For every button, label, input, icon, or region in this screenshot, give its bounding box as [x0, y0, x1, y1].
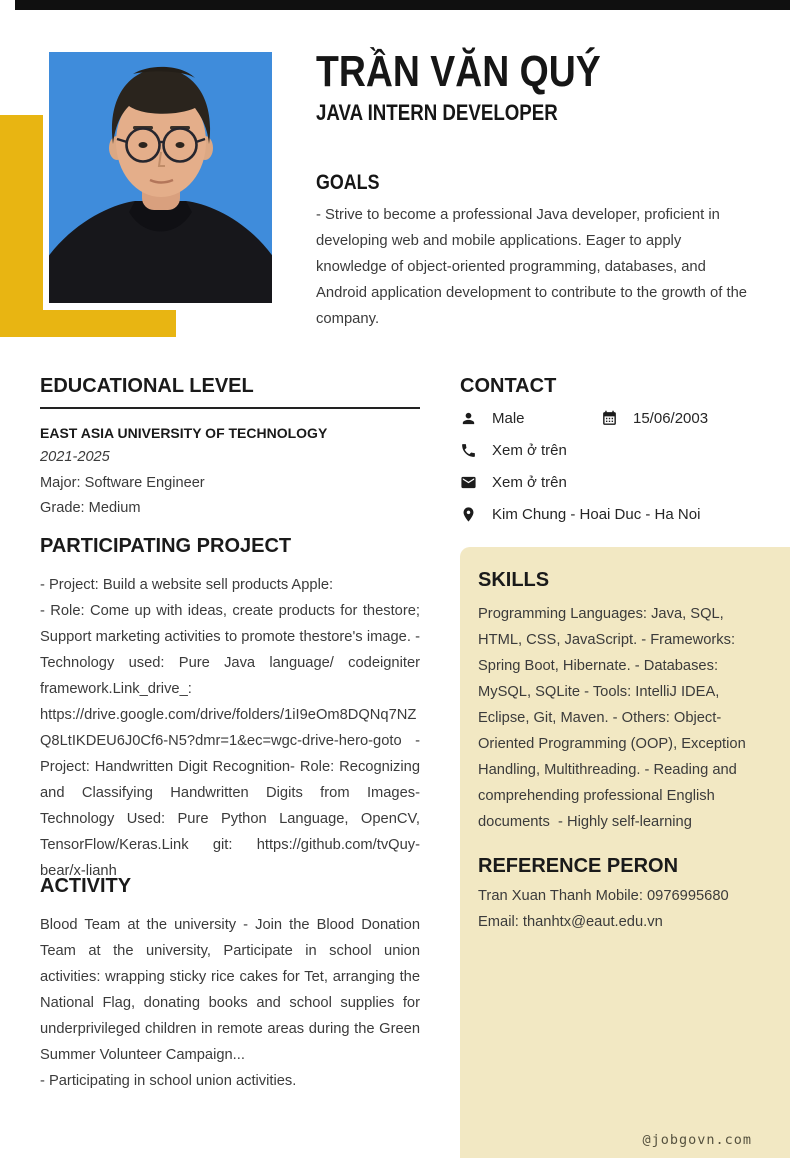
education-section: [40, 374, 420, 522]
job-title: [316, 100, 600, 126]
job-title-text: JAVA INTERN DEVELOPER: [316, 100, 558, 125]
education-major: Major: Software Engineer: [40, 474, 205, 491]
mail-icon: [460, 474, 477, 491]
calendar-icon: [601, 410, 618, 427]
person-icon: [460, 410, 477, 427]
portrait-illustration: [49, 52, 272, 303]
reference-line2: Email: thanhtx@eaut.edu.vn: [478, 914, 663, 930]
contact-row-email: [460, 470, 790, 494]
contact-birthday: 15/06/2003: [633, 409, 709, 427]
contact-phone: Xem ở trên: [492, 441, 567, 459]
activity-section: [40, 874, 425, 1094]
project-line1: - Project: Build a website sell products Apple:: [40, 577, 334, 593]
contact-row-address: [460, 502, 790, 526]
watermark: @jobgovn.com: [642, 1132, 752, 1148]
project-heading: PARTICIPATING PROJECT: [40, 535, 292, 557]
education-divider: [40, 407, 420, 409]
education-years: 2021-2025: [40, 449, 110, 465]
project-body: - Role: Come up with ideas, create products for thestore; Support marketing activities to promote thestore's image. - Technology used: Pure Java language/ codeigniter framework.Link_drive_: https://drive.google.com/drive/folders/1iI9eOm8DQNq7NZQ8LtIKDEU6J0Cf6-N5?dmr=1&ec=wgc-drive-hero-goto - Project: Handwritten Digit Recognition- Role: Recognizing and Classifying Handwritten Digits from Images-Technology Used: Pure Python Language, OpenCV, TensorFlow/Keras.Link git: https://github.com/tvQuy-bear/x-lianh: [40, 603, 425, 879]
skills-panel: [460, 547, 790, 1158]
goals-heading: [316, 170, 391, 196]
contact-gender-cell: [460, 410, 601, 427]
reference-heading: REFERENCE PERON: [478, 855, 679, 877]
education-heading: EDUCATIONAL LEVEL: [40, 375, 254, 397]
education-grade: Grade: Medium: [40, 500, 141, 516]
contact-section: [460, 374, 790, 526]
yellow-accent-horizontal: [0, 310, 176, 337]
activity-body: Blood Team at the university - Join the Blood Donation Team at the university, Participate in school union activities: wrapping sticky rice cakes for Tet, arranging the National Flag, donating books and school supplies for underprivileged children in remote areas during the Green Summer Volunteer Campaign...: [40, 917, 425, 1063]
activity-heading: ACTIVITY: [40, 875, 132, 897]
reference-line1: Tran Xuan Thanh Mobile: 0976995680: [478, 888, 729, 904]
contact-address: Kim Chung - Hoai Duc - Ha Noi: [492, 505, 701, 523]
contact-gender: Male: [492, 409, 525, 427]
profile-photo: [49, 52, 272, 303]
contact-row-gender-birthday: [460, 406, 790, 430]
candidate-name: [316, 48, 651, 96]
contact-rows: [460, 406, 790, 526]
contact-row-phone: [460, 438, 790, 462]
contact-birthday-cell: [601, 410, 708, 427]
skills-heading: SKILLS: [478, 569, 550, 591]
yellow-accent-vertical: [0, 115, 43, 337]
location-icon: [460, 506, 477, 523]
project-section: [40, 534, 425, 884]
activity-line2: - Participating in school union activities.: [40, 1073, 297, 1089]
candidate-name-text: TRẦN VĂN QUÝ: [316, 47, 601, 96]
goals-paragraph: - Strive to become a professional Java developer, proficient in developing web and mobile applications. Eager to apply knowledge of object-oriented programming, databases, and Android application development to contribute to the growth of the company.: [316, 207, 748, 327]
phone-icon: [460, 442, 477, 459]
top-accent-bar: [15, 0, 790, 10]
goals-heading-text: GOALS: [316, 171, 380, 194]
education-school: EAST ASIA UNIVERSITY OF TECHNOLOGY: [40, 425, 328, 441]
contact-email: Xem ở trên: [492, 473, 567, 491]
skills-body: Programming Languages: Java, SQL, HTML, CSS, JavaScript. - Frameworks: Spring Boot, Hibernate. - Databases: MySQL, SQLite - Tools: IntelliJ IDEA, Eclipse, Git, Maven. - Others: Object-Oriented Programming (OOP), Exception Handling, Multithreading. - Reading and comprehending professional English documents - Highly self-learning: [478, 606, 750, 830]
contact-heading: CONTACT: [460, 375, 557, 397]
